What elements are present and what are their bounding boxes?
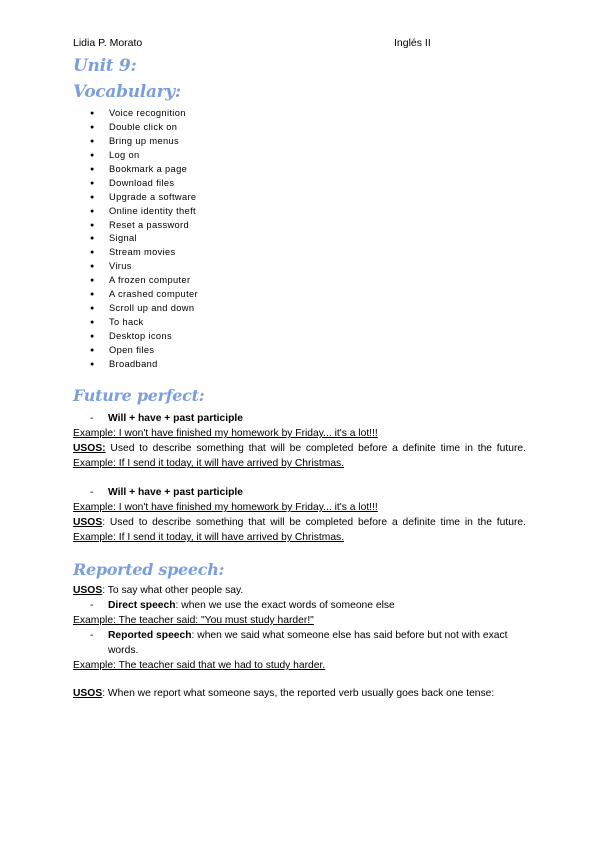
structure-text: Will + have + past participle [108, 487, 243, 498]
vocabulary-item [90, 191, 198, 205]
direct-speech-example: Example: The teacher said: "You must study harder!" [73, 615, 314, 626]
vocabulary-item [90, 232, 198, 246]
vocabulary-item [90, 205, 198, 219]
vocabulary-item-text: Reset a password [109, 219, 190, 230]
vocabulary-item-text: Download files [109, 177, 175, 188]
vocabulary-item-text: Voice recognition [109, 108, 186, 118]
usos-example: Example: If I send it today, it will have arrived by Christmas. [73, 532, 345, 543]
vocabulary-item-text: Bring up menus [109, 135, 180, 146]
bullet-icon: ● [90, 333, 95, 340]
vocabulary-item-text: Scroll up and down [109, 303, 195, 314]
vocabulary-item [90, 107, 198, 121]
usos-paragraph [73, 441, 526, 471]
bullet-icon: ● [90, 346, 95, 354]
usos-label: USOS: [73, 443, 106, 454]
reported-speech-title: Reported speech: [73, 560, 225, 579]
vocabulary-item-text: A frozen computer [109, 275, 191, 286]
usos-paragraph [73, 515, 526, 545]
dash-marker: - [90, 413, 94, 424]
reported-speech-text: : when we said what someone else has said before but not with exact words. [108, 630, 508, 656]
reported-speech-item [73, 628, 526, 658]
bullet-icon: ● [90, 110, 95, 117]
future-perfect-block-2 [73, 485, 526, 545]
structure-line [73, 411, 526, 426]
usos-tense-paragraph [73, 686, 526, 701]
vocabulary-item [90, 274, 198, 288]
usos-text: : Used to describe something that will be completed before a definite time in the future. [102, 517, 526, 528]
dash-marker: - [90, 487, 94, 498]
vocabulary-item-text: Upgrade a software [109, 191, 197, 202]
example-line: Example: I won't have finished my homework by Friday... it's a lot!!! [73, 428, 378, 439]
usos-example: Example: If I send it today, it will have arrived by Christmas. [73, 458, 345, 469]
vocabulary-item-text: Virus [109, 261, 132, 272]
future-perfect-title: Future perfect: [73, 386, 205, 405]
structure-text: Will + have + past participle [108, 413, 243, 424]
usos-text: Used to describe something that will be completed before a definite time in the future. [105, 443, 526, 454]
usos-label: USOS [73, 585, 103, 596]
bullet-icon: ● [90, 207, 95, 215]
bullet-icon: ● [90, 291, 95, 299]
vocabulary-item-text: Open files [109, 344, 155, 355]
vocabulary-item-text: Desktop icons [109, 331, 172, 341]
vocabulary-item-text: Bookmark a page [109, 163, 188, 174]
bullet-icon: ● [90, 360, 95, 368]
vocabulary-item [90, 260, 198, 274]
vocabulary-item [90, 330, 198, 344]
bullet-icon: ● [90, 193, 95, 201]
vocabulary-item [90, 163, 198, 177]
bullet-icon: ● [90, 221, 95, 229]
vocabulary-item-text: A crashed computer [109, 289, 198, 300]
vocabulary-item [90, 246, 198, 260]
bullet-icon: ● [90, 137, 95, 145]
vocabulary-item-text: Stream movies [109, 247, 176, 258]
vocabulary-item [90, 177, 198, 191]
vocabulary-item-text: Log on [109, 149, 140, 160]
bullet-icon: ● [90, 123, 95, 131]
direct-speech-item [73, 598, 526, 613]
bullet-icon: ● [90, 165, 95, 173]
future-perfect-block-1 [73, 411, 526, 471]
vocabulary-item [90, 288, 198, 302]
example-line: Example: I won't have finished my homework by Friday... it's a lot!!! [73, 502, 378, 513]
bullet-icon: ● [90, 319, 95, 327]
direct-speech-label: Direct speech [108, 600, 176, 611]
bullet-icon: ● [90, 235, 95, 243]
bullet-icon: ● [90, 151, 95, 159]
vocabulary-item [90, 358, 198, 372]
vocabulary-title: Vocabulary: [73, 82, 181, 102]
vocabulary-item [90, 121, 198, 135]
header-author: Lidia P. Morato [73, 37, 143, 49]
reported-speech-example: Example: The teacher said that we had to study harder. [73, 660, 326, 671]
dash-marker: - [90, 630, 94, 641]
vocabulary-item [90, 135, 198, 149]
direct-speech-text: : when we use the exact words of someone else [175, 600, 395, 611]
vocabulary-item-text: Signal [109, 233, 137, 244]
vocabulary-item-text: Double click on [109, 121, 178, 132]
vocabulary-list [90, 107, 198, 372]
vocabulary-item-text: Online identity theft [109, 205, 196, 216]
vocabulary-item [90, 302, 198, 316]
reported-speech-label: Reported speech [108, 630, 192, 641]
vocabulary-item [90, 149, 198, 163]
bullet-icon: ● [90, 277, 95, 285]
usos-label: USOS [73, 517, 103, 528]
vocabulary-item [90, 316, 198, 330]
vocabulary-item [90, 344, 198, 358]
vocabulary-item-text: Broadband [109, 358, 158, 369]
usos-line [73, 583, 526, 598]
usos-text: : To say what other people say. [102, 585, 244, 596]
unit-title: Unit 9: [73, 56, 137, 76]
usos-text: : When we report what someone says, the reported verb usually goes back one tense: [102, 688, 495, 699]
header-subject: Inglés II [394, 37, 431, 49]
vocabulary-item-text: To hack [109, 317, 144, 328]
bullet-icon: ● [90, 305, 95, 313]
bullet-icon: ● [90, 249, 95, 257]
bullet-icon: ● [90, 263, 95, 271]
vocabulary-item [90, 219, 198, 233]
usos-label: USOS [73, 688, 103, 699]
dash-marker: - [90, 600, 94, 611]
reported-speech-block [73, 583, 526, 673]
bullet-icon: ● [90, 179, 95, 187]
structure-line [73, 485, 526, 500]
